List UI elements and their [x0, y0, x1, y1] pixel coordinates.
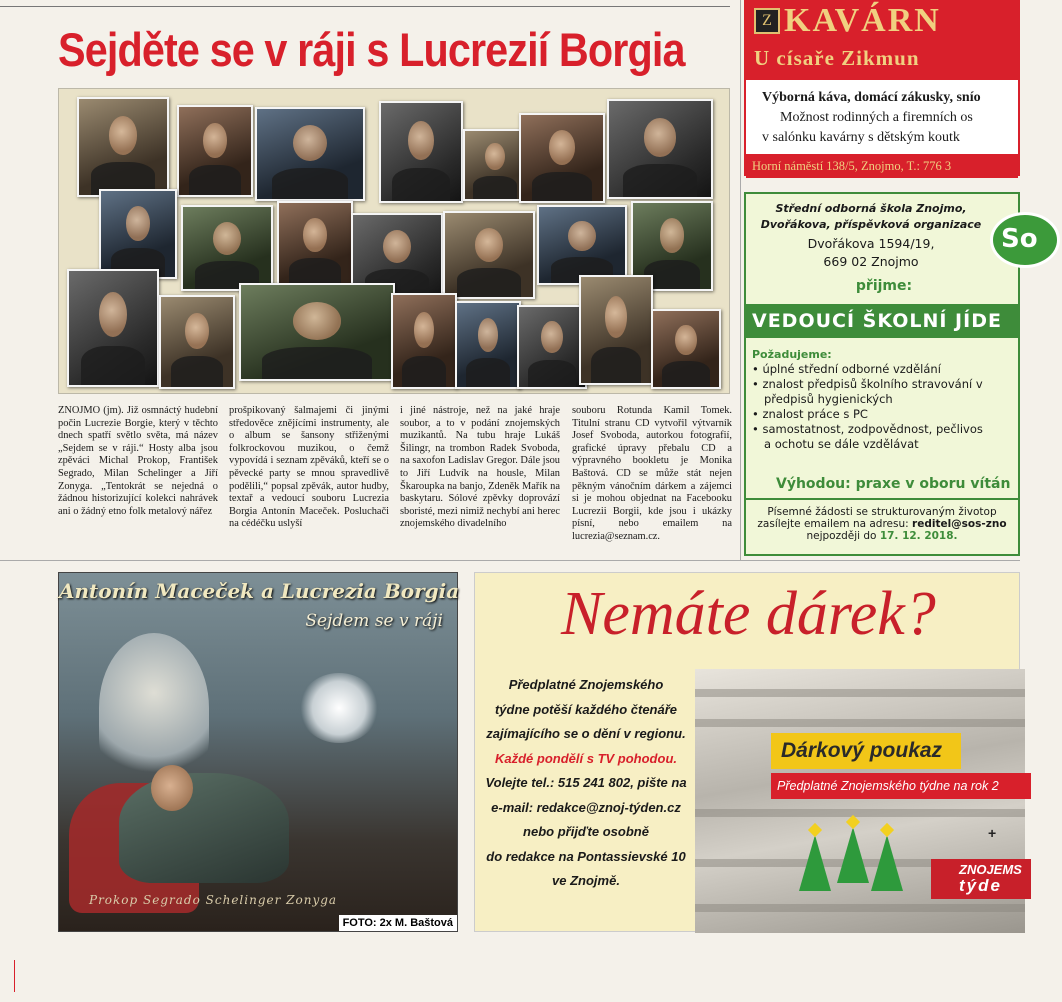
cd-ghost-figure	[299, 673, 379, 743]
photo-credit: FOTO: 2x M. Baštová	[339, 915, 457, 931]
collage-photo	[463, 129, 527, 201]
list-item: • znalost předpisů školního stravování v	[752, 377, 1052, 392]
collage-photo	[239, 283, 395, 381]
kavarna-logo-icon: Z	[754, 8, 780, 34]
kavarna-body	[762, 88, 1062, 148]
collage-photo	[255, 107, 365, 201]
gift-ad-line: Předplatné Znojemského	[508, 677, 664, 692]
gift-ad-line: nebo přijďte osobně	[523, 824, 649, 839]
list-item: • znalost práce s PC	[752, 407, 1052, 422]
collage-photo	[177, 105, 253, 197]
kavarna-line-3: v salónku kavárny s dětským koutk	[762, 130, 960, 145]
school-position-title: VEDOUCÍ ŠKOLNÍ JÍDE	[746, 304, 1018, 338]
school-address-2: 669 02 Znojmo	[823, 254, 919, 269]
top-rule	[0, 6, 730, 7]
kavarna-subtitle: U císaře Zikmun	[754, 46, 920, 70]
school-apply-line-1: Písemné žádosti se strukturovaným životop	[767, 506, 997, 518]
gift-ad-line: ve Znojmě.	[552, 873, 620, 888]
school-advantage: Výhodou: praxe v oboru vítán	[776, 476, 1011, 492]
school-requirements-list	[752, 362, 1052, 452]
gift-ad-line: do redakce na Pontassievské 10	[486, 848, 686, 864]
gift-ad-line: e-mail: redakce@znoj-týden.cz	[491, 799, 681, 815]
article-column-4: souboru Rotunda Kamil Tomek. Titulní stranu CD vytvořil výtvarník Josef Svoboda, autorkou fotografií, grafické úpravy přebalu CD a výpravného bookletu je Monika Baštová. CD se může stát nejen pěkným vánočním dárkem a zájemci si je mohou objednat na Facebooku Lucrezii Borgii, kde jsou i ukázky písní, nebo emailem na lucrezia@seznam.cz.	[572, 405, 732, 542]
margin-mark	[14, 960, 15, 992]
kavarna-footer: Horní náměstí 138/5, Znojmo, T.: 776 3	[746, 154, 1018, 178]
school-name-1: Střední odborná škola Znojmo,	[775, 202, 967, 215]
collage-photo	[277, 201, 353, 289]
collage-photo	[517, 305, 587, 389]
apply-prefix: zasílejte emailem na adresu:	[757, 518, 913, 530]
collage-photo	[181, 205, 273, 291]
logo-bottom-text: týde	[959, 876, 1002, 895]
collage-photo	[579, 275, 653, 385]
kavarna-line-2: Možnost rodinných a firemních os	[780, 110, 973, 125]
school-apply-line-3	[746, 530, 1018, 542]
article-column-3: i jiné nástroje, než na jaké hraje soubor, a to v podání znojemských muzikantů. Na tubu hraje Lukáš Šilingr, na trombon Radek Svoboda, na saxofon Ladislav Gregor. Dále jsou to Jiří Ludvík na housle, Milan Škaroupka na banjo, Zdeněk Mařík na baskytaru. Sólové zpěvky doprovází sboristé, mezi nimiž nechybí ani herec znojemského divadelního	[400, 405, 560, 530]
collage-photo	[77, 97, 169, 197]
column-divider	[740, 0, 741, 560]
gift-ad-headline: Nemáte dárek?	[561, 580, 936, 648]
cd-cover-image	[58, 572, 458, 932]
collage-photo	[67, 269, 159, 387]
gift-ad-line: zajímajícího se o dění v regionu.	[486, 726, 686, 741]
school-logo-icon: So	[990, 212, 1060, 268]
article-column-2: prošpikovaný šalmajemi či jinými středověce znějícími instrumenty, ale o album se šansony střiženými folkrockovou muzikou, o čemž vypovídá i seznam zpěváků, kteří se o pěvecké party se mnou spravedlivě podělili,“ popsal zpěvák, autor hudby, textař a vedoucí souboru Lucrezia Borgia Antonín Maceček. Posluchači na cédéčku uslyší	[229, 405, 389, 530]
christmas-tree-icon	[837, 827, 869, 883]
gift-voucher-sub: Předplatné Znojemského týdne na rok 2	[771, 773, 1031, 799]
kavarna-ad	[744, 0, 1020, 176]
cd-man-head	[151, 765, 193, 811]
collage-photo	[99, 189, 177, 279]
school-apply-line-2	[746, 518, 1018, 530]
gift-ad-text	[481, 673, 691, 894]
collage-photo	[379, 101, 463, 203]
school-job-ad	[744, 192, 1038, 556]
collage-photo	[391, 293, 457, 389]
article-headline: Sejděte se v ráji s Lucrezií Borgia	[58, 23, 685, 76]
cd-seated-man	[119, 773, 289, 883]
school-hires: přijme:	[855, 278, 913, 294]
school-address-1: Dvořákova 1594/19,	[807, 236, 935, 251]
collage-photo	[443, 211, 535, 299]
collage-photo	[519, 113, 605, 203]
christmas-tree-icon	[871, 835, 903, 891]
gift-voucher-label: Dárkový poukaz	[771, 733, 961, 769]
article-column-1: ZNOJMO (jm). Již osmnáctý hudební počin Lucrezie Borgie, který v těchto dnech spatří světlo světa, má název „Sejdem se v ráji.“ Hosty alba jsou zpěváci Michal Prokop, František Segrado, Milan Schelinger a Jiří Zonyga. „Tentokrát se nejedná o žádnou historizující kolekci nahrávek ani o žádný etno folk metalový nářez	[58, 405, 218, 517]
section-rule	[0, 560, 1020, 561]
collage-photo	[607, 99, 713, 199]
list-item: • úplné střední odborné vzdělání	[752, 362, 1052, 377]
collage-photo	[651, 309, 721, 389]
kavarna-line-1: Výborná káva, domácí zákusky, snío	[762, 90, 981, 105]
collage-photo	[537, 205, 627, 285]
cd-subtitle: Sejdem se v ráji	[305, 611, 443, 631]
gift-ad-line: Každé pondělí s TV pohodou.	[495, 750, 677, 766]
logo-top-text: ZNOJEMS	[959, 862, 1022, 877]
list-item: • samostatnost, zodpovědnost, pečlivos	[752, 422, 1052, 437]
deadline-prefix: nejpozději do	[806, 530, 880, 542]
kavarna-title: KAVÁRN	[784, 2, 941, 39]
photo-collage	[58, 88, 730, 394]
christmas-tree-icon	[799, 835, 831, 891]
list-item: předpisů hygienických	[764, 392, 893, 406]
cd-angel-figure	[99, 633, 209, 783]
school-name-2: Dvořákova, příspěvková organizace	[760, 218, 982, 231]
znojemsky-tyden-logo	[931, 859, 1031, 899]
list-item: a ochotu se dále vzdělávat	[764, 437, 919, 451]
collage-photo	[455, 301, 521, 389]
gift-ad-line: týdne potěší každého čtenáře	[494, 701, 678, 717]
collage-photo	[159, 295, 235, 389]
cd-title: Antonín Maceček a Lucrezia Borgia	[59, 579, 460, 603]
school-apply-email: reditel@sos-zno	[912, 518, 1007, 530]
gift-subscription-ad	[474, 572, 1020, 932]
gift-ad-line: Volejte tel.: 515 241 802, pište na	[485, 775, 687, 790]
plus-icon: +	[988, 825, 997, 841]
school-requirements-label: Požadujeme:	[752, 348, 832, 361]
school-apply-deadline: 17. 12. 2018.	[879, 530, 958, 542]
cd-guest-names: Prokop Segrado Schelinger Zonyga	[89, 893, 338, 907]
school-apply-info	[746, 498, 1018, 556]
